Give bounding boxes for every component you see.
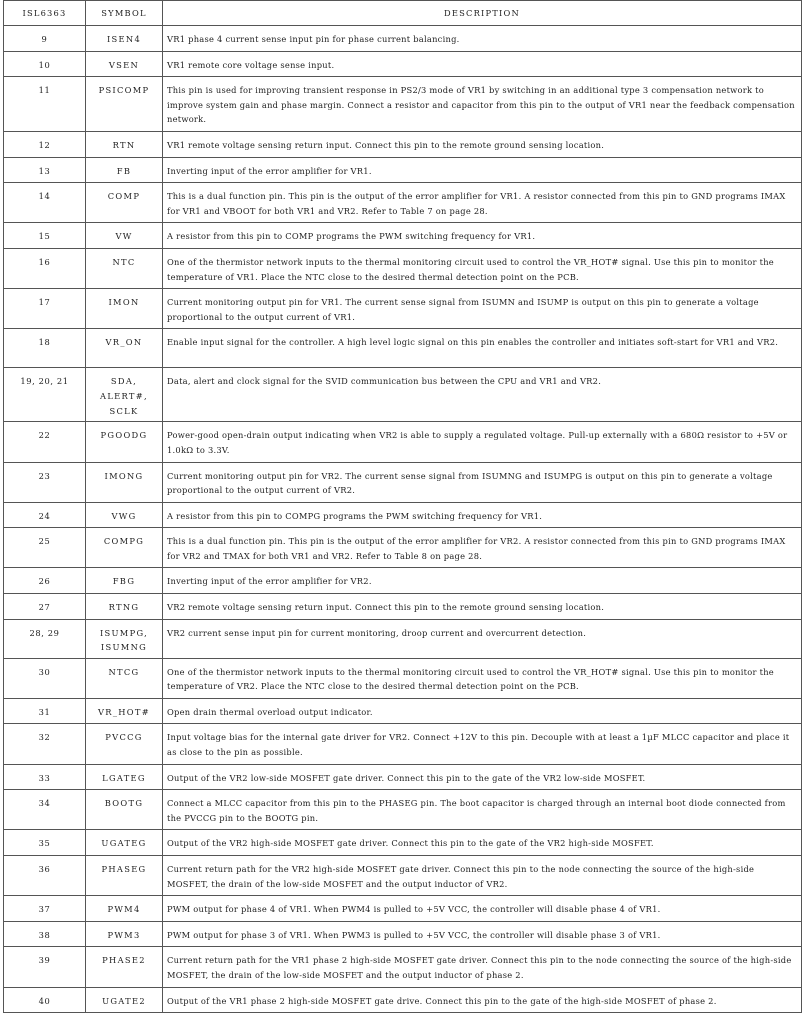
pin-symbol: COMP — [86, 183, 163, 223]
pin-symbol: PHASEG — [86, 856, 163, 896]
pin-number: 11 — [4, 77, 86, 132]
pin-symbol: PWM3 — [86, 921, 163, 947]
pin-number: 17 — [4, 289, 86, 329]
pin-symbol: PSICOMP — [86, 77, 163, 132]
pin-description: Input voltage bias for the internal gate driver for VR2. Connect +12V to this pin. Decouple with at least a 1µF MLCC capacitor and place it as close to the pin as possible. — [163, 724, 802, 764]
pin-description: A resistor from this pin to COMPG programs the PWM switching frequency for VR1. — [163, 502, 802, 528]
column-header-symbol: SYMBOL — [86, 1, 163, 26]
pin-description: PWM output for phase 4 of VR1. When PWM4 is pulled to +5V VCC, the controller will disable phase 4 of VR1. — [163, 896, 802, 922]
pin-number: 27 — [4, 594, 86, 620]
pin-description: Current monitoring output pin for VR2. The current sense signal from ISUMNG and ISUMPG is output on this pin to generate a voltage proportional to the output current of VR2. — [163, 462, 802, 502]
pin-number: 31 — [4, 698, 86, 724]
table-row — [4, 157, 802, 183]
pin-description: VR1 remote voltage sensing return input. Connect this pin to the remote ground sensing location. — [163, 131, 802, 157]
pin-symbol: NTC — [86, 248, 163, 288]
pin-number: 16 — [4, 248, 86, 288]
table-row — [4, 947, 802, 987]
table-row — [4, 183, 802, 223]
pin-description: Output of the VR2 high-side MOSFET gate driver. Connect this pin to the gate of the VR2 high-side MOSFET. — [163, 830, 802, 856]
pin-number: 9 — [4, 26, 86, 52]
pin-description: VR2 remote voltage sensing return input. Connect this pin to the remote ground sensing location. — [163, 594, 802, 620]
pin-number: 34 — [4, 790, 86, 830]
table-row — [4, 619, 802, 658]
pin-description: PWM output for phase 3 of VR1. When PWM3 is pulled to +5V VCC, the controller will disable phase 3 of VR1. — [163, 921, 802, 947]
table-row — [4, 594, 802, 620]
pin-number: 14 — [4, 183, 86, 223]
pin-symbol: RTNG — [86, 594, 163, 620]
table-row — [4, 289, 802, 329]
pin-number: 25 — [4, 528, 86, 568]
pin-description: Current monitoring output pin for VR1. The current sense signal from ISUMN and ISUMP is output on this pin to generate a voltage proportional to the output current of VR1. — [163, 289, 802, 329]
table-header-row — [4, 1, 802, 26]
pin-description-table — [3, 0, 802, 1013]
pin-symbol: VSEN — [86, 51, 163, 77]
pin-symbol: FB — [86, 157, 163, 183]
pin-symbol: ISUMPG, ISUMNG — [86, 619, 163, 658]
pin-number: 10 — [4, 51, 86, 77]
pin-symbol: VR_HOT# — [86, 698, 163, 724]
pin-symbol: BOOTG — [86, 790, 163, 830]
pin-description: Output of the VR2 low-side MOSFET gate driver. Connect this pin to the gate of the VR2 low-side MOSFET. — [163, 764, 802, 790]
pin-description: This is a dual function pin. This pin is the output of the error amplifier for VR1. A resistor connected from this pin to GND programs IMAX for VR1 and VBOOT for both VR1 and VR2. Refer to Table 7 on page 28. — [163, 183, 802, 223]
pin-number: 15 — [4, 223, 86, 249]
table-row — [4, 26, 802, 52]
pin-symbol: PVCCG — [86, 724, 163, 764]
pin-description: Current return path for the VR2 high-side MOSFET gate driver. Connect this pin to the node connecting the source of the high-side MOSFET, the drain of the low-side MOSFET and the output inductor of VR2. — [163, 856, 802, 896]
table-row — [4, 131, 802, 157]
pin-number: 19, 20, 21 — [4, 368, 86, 422]
pin-description: Connect a MLCC capacitor from this pin to the PHASEG pin. The boot capacitor is charged through an internal boot diode connected from the PVCCG pin to the BOOTG pin. — [163, 790, 802, 830]
pin-number: 26 — [4, 568, 86, 594]
table-row — [4, 921, 802, 947]
pin-number: 36 — [4, 856, 86, 896]
table-row — [4, 830, 802, 856]
table-row — [4, 329, 802, 368]
column-header-description: DESCRIPTION — [163, 1, 802, 26]
pin-description: One of the thermistor network inputs to the thermal monitoring circuit used to control the VR_HOT# signal. Use this pin to monitor the temperature of VR2. Place the NTC close to the desired thermal detection point on the PCB. — [163, 658, 802, 698]
pin-description: VR2 current sense input pin for current monitoring, droop current and overcurrent detection. — [163, 619, 802, 658]
table-row — [4, 724, 802, 764]
pin-number: 39 — [4, 947, 86, 987]
pin-number: 12 — [4, 131, 86, 157]
table-row — [4, 568, 802, 594]
pin-number: 13 — [4, 157, 86, 183]
pin-number: 23 — [4, 462, 86, 502]
pin-description: Inverting input of the error amplifier for VR1. — [163, 157, 802, 183]
pin-symbol: FBG — [86, 568, 163, 594]
pin-symbol: VR_ON — [86, 329, 163, 368]
pin-number: 22 — [4, 422, 86, 462]
table-row — [4, 422, 802, 462]
table-row — [4, 368, 802, 422]
pin-description: Open drain thermal overload output indicator. — [163, 698, 802, 724]
table-row — [4, 51, 802, 77]
pin-description: Inverting input of the error amplifier for VR2. — [163, 568, 802, 594]
pin-number: 18 — [4, 329, 86, 368]
pin-description: This pin is used for improving transient response in PS2/3 mode of VR1 by switching in an additional type 3 compensation network to improve system gain and phase margin. Connect a resistor and capacitor from this pin to the output of VR1 near the feedback compensation network. — [163, 77, 802, 132]
table-row — [4, 658, 802, 698]
pin-symbol: NTCG — [86, 658, 163, 698]
table-row — [4, 77, 802, 132]
table-row — [4, 528, 802, 568]
pin-symbol: SDA, ALERT#, SCLK — [86, 368, 163, 422]
pin-description: Output of the VR1 phase 2 high-side MOSFET gate drive. Connect this pin to the gate of the high-side MOSFET of phase 2. — [163, 987, 802, 1013]
pin-symbol: ISEN4 — [86, 26, 163, 52]
pin-description: Data, alert and clock signal for the SVID communication bus between the CPU and VR1 and VR2. — [163, 368, 802, 422]
table-row — [4, 856, 802, 896]
pin-description: A resistor from this pin to COMP programs the PWM switching frequency for VR1. — [163, 223, 802, 249]
pin-number: 30 — [4, 658, 86, 698]
pin-symbol: UGATEG — [86, 830, 163, 856]
pin-number: 40 — [4, 987, 86, 1013]
pin-symbol: LGATEG — [86, 764, 163, 790]
table-row — [4, 462, 802, 502]
pin-number: 35 — [4, 830, 86, 856]
pin-description: VR1 remote core voltage sense input. — [163, 51, 802, 77]
pin-symbol: PWM4 — [86, 896, 163, 922]
pin-symbol: PGOODG — [86, 422, 163, 462]
pin-symbol: IMON — [86, 289, 163, 329]
pin-symbol: VW — [86, 223, 163, 249]
pin-description: Power-good open-drain output indicating when VR2 is able to supply a regulated voltage. Pull-up externally with a 680Ω resistor to +5V or 1.0kΩ to 3.3V. — [163, 422, 802, 462]
table-row — [4, 790, 802, 830]
pin-number: 28, 29 — [4, 619, 86, 658]
pin-symbol: COMPG — [86, 528, 163, 568]
pin-symbol: PHASE2 — [86, 947, 163, 987]
pin-description: Enable input signal for the controller. A high level logic signal on this pin enables the controller and initiates soft-start for VR1 and VR2. — [163, 329, 802, 368]
table-row — [4, 896, 802, 922]
table-row — [4, 223, 802, 249]
pin-symbol: UGATE2 — [86, 987, 163, 1013]
pin-description: Current return path for the VR1 phase 2 high-side MOSFET gate driver. Connect this pin to the node connecting the source of the high-side MOSFET, the drain of the low-side MOSFET and the output inductor of phase 2. — [163, 947, 802, 987]
table-row — [4, 248, 802, 288]
pin-number: 37 — [4, 896, 86, 922]
table-row — [4, 698, 802, 724]
table-row — [4, 502, 802, 528]
pin-symbol: RTN — [86, 131, 163, 157]
pin-description: This is a dual function pin. This pin is the output of the error amplifier for VR2. A resistor connected from this pin to GND programs IMAX for VR2 and TMAX for both VR1 and VR2. Refer to Table 8 on page 28. — [163, 528, 802, 568]
table-row — [4, 987, 802, 1013]
column-header-pin: ISL6363 — [4, 1, 86, 26]
pin-number: 32 — [4, 724, 86, 764]
pin-number: 24 — [4, 502, 86, 528]
table-row — [4, 764, 802, 790]
pin-symbol: VWG — [86, 502, 163, 528]
pin-number: 38 — [4, 921, 86, 947]
pin-symbol: IMONG — [86, 462, 163, 502]
pin-description: VR1 phase 4 current sense input pin for phase current balancing. — [163, 26, 802, 52]
pin-description: One of the thermistor network inputs to the thermal monitoring circuit used to control the VR_HOT# signal. Use this pin to monitor the temperature of VR1. Place the NTC close to the desired thermal detection point on the PCB. — [163, 248, 802, 288]
pin-number: 33 — [4, 764, 86, 790]
